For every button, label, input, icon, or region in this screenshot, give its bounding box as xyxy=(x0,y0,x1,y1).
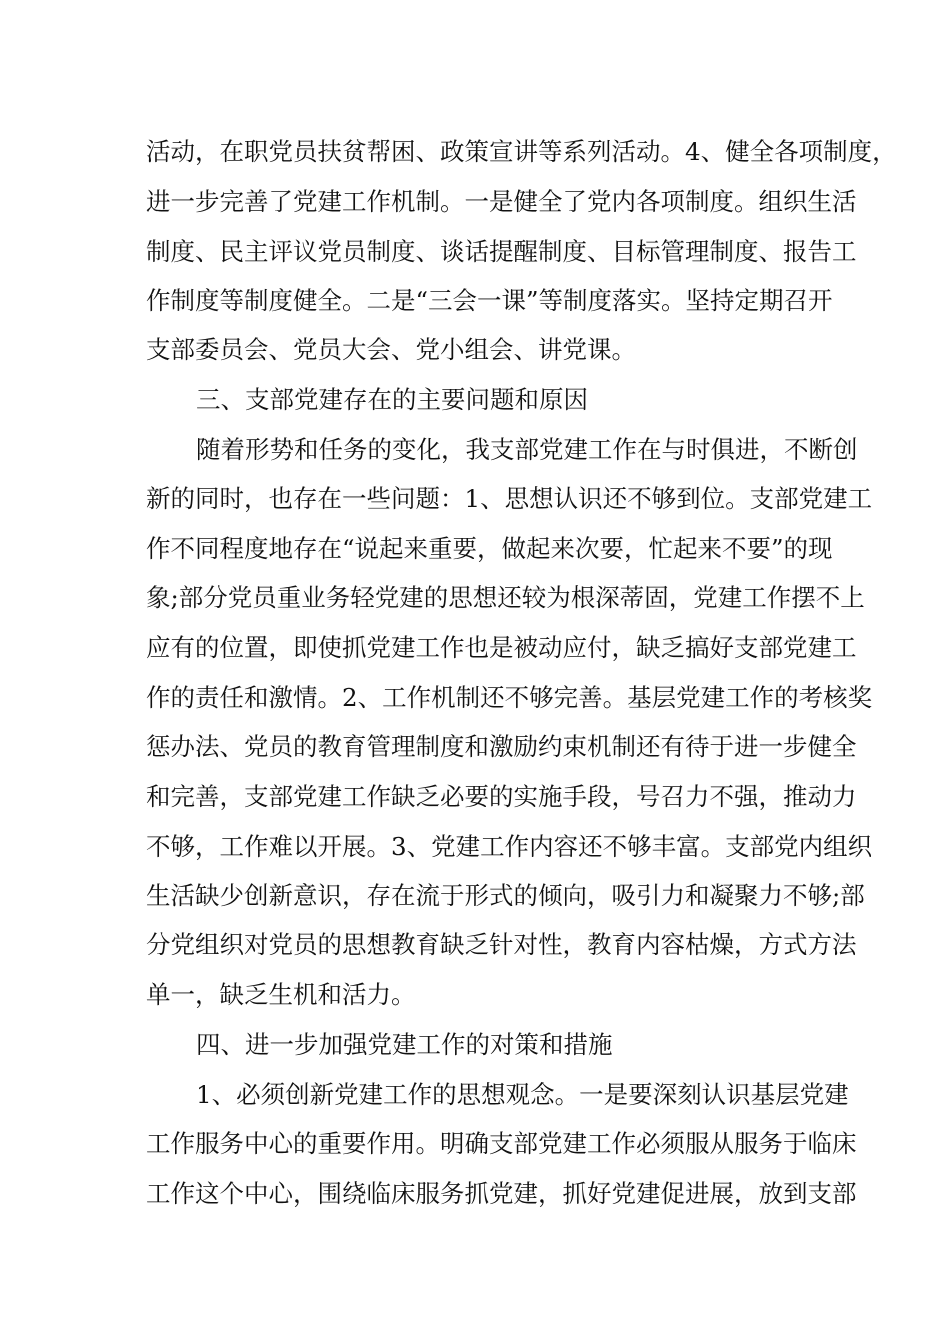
body-text-line: 单一，缺乏生机和活力。 xyxy=(146,980,416,1009)
body-text-line: 生活缺少创新意识，存在流于形式的倾向，吸引力和凝聚力不够;部 xyxy=(146,881,865,910)
section-heading-3: 三、支部党建存在的主要问题和原因 xyxy=(196,385,588,414)
body-text-line: 不够，工作难以开展。3、党建工作内容还不够丰富。支部党内组织 xyxy=(146,832,873,861)
body-text-line: 支部委员会、党员大会、党小组会、讲党课。 xyxy=(146,335,636,364)
body-text-line: 工作服务中心的重要作用。明确支部党建工作必须服从服务于临床 xyxy=(146,1129,857,1158)
body-text-line: 分党组织对党员的思想教育缺乏针对性，教育内容枯燥，方式方法 xyxy=(146,930,857,959)
body-text-line: 进一步完善了党建工作机制。一是健全了党内各项制度。组织生活 xyxy=(146,187,857,216)
body-text-line: 作不同程度地存在“说起来重要，做起来次要，忙起来不要”的现 xyxy=(146,534,833,563)
body-text-line: 和完善，支部党建工作缺乏必要的实施手段，号召力不强，推动力 xyxy=(146,782,857,811)
body-text-line: 作制度等制度健全。二是“三会一课”等制度落实。坚持定期召开 xyxy=(146,286,833,315)
body-text-line: 惩办法、党员的教育管理制度和激励约束机制还有待于进一步健全 xyxy=(146,732,857,761)
body-text-line: 象;部分党员重业务轻党建的思想还较为根深蒂固，党建工作摆不上 xyxy=(146,583,865,612)
paragraph-first-line: 随着形势和任务的变化，我支部党建工作在与时俱进，不断创 xyxy=(196,435,858,464)
body-text-line: 制度、民主评议党员制度、谈话提醒制度、目标管理制度、报告工 xyxy=(146,237,857,266)
body-text-line: 新的同时，也存在一些问题：1、思想认识还不够到位。支部党建工 xyxy=(146,484,873,513)
paragraph-first-line: 1、必须创新党建工作的思想观念。一是要深刻认识基层党建 xyxy=(196,1080,849,1109)
section-heading-4: 四、进一步加强党建工作的对策和措施 xyxy=(196,1030,613,1059)
body-text-line: 应有的位置，即使抓党建工作也是被动应付，缺乏搞好支部党建工 xyxy=(146,633,857,662)
body-text-line: 工作这个中心，围绕临床服务抓党建，抓好党建促进展，放到支部 xyxy=(146,1179,857,1208)
body-text-line: 作的责任和激情。2、工作机制还不够完善。基层党建工作的考核奖 xyxy=(146,683,873,712)
body-text-line: 活动，在职党员扶贫帮困、政策宣讲等系列活动。4、健全各项制度， xyxy=(146,137,897,166)
